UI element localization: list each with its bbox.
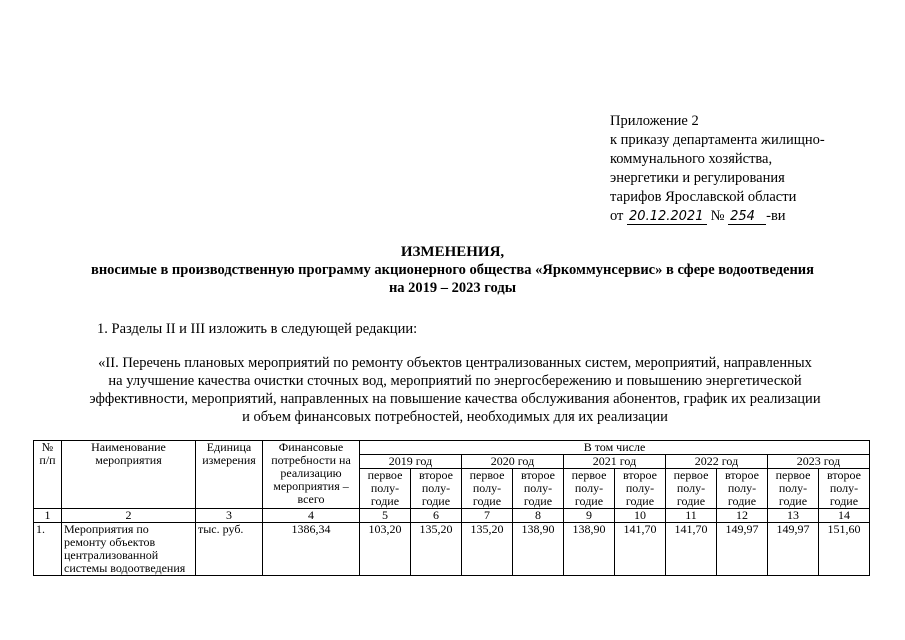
column-number: 9 [564,509,615,523]
header-first-half: первое полу-годие [768,469,819,509]
row-num: 1. [34,523,62,576]
row-value: 138,90 [513,523,564,576]
appendix-line: к приказу департамента жилищно- [610,132,825,148]
header-unit: Единица измерения [196,441,263,509]
header-finance: Финансовые потребности на реализацию мероприятия – всего [263,441,360,509]
row-value: 135,20 [462,523,513,576]
row-total: 1386,34 [263,523,360,576]
document-title [0,243,905,297]
row-value: 141,70 [666,523,717,576]
from-label: от [610,208,624,224]
column-number-row [34,509,870,523]
row-value: 103,20 [360,523,411,576]
column-number: 5 [360,509,411,523]
header-row-1 [34,441,870,455]
paragraph-1: 1. Разделы II и III изложить в следующей редакции: [97,321,418,337]
column-number: 12 [717,509,768,523]
header-year: 2021 год [564,455,666,469]
column-number: 7 [462,509,513,523]
column-number: 11 [666,509,717,523]
header-num: № п/п [34,441,62,509]
row-value: 149,97 [717,523,768,576]
header-second-half: второе полу-годие [411,469,462,509]
column-number: 4 [263,509,360,523]
header-second-half: второе полу-годие [819,469,870,509]
header-second-half: второе полу-годие [717,469,768,509]
header-name: Наименование мероприятия [62,441,196,509]
section-line: «II. Перечень плановых мероприятий по ремонту объектов централизованных систем, мероприятий, направленных [98,355,812,371]
row-name: Мероприятия по ремонту объектов централизованной системы водоотведения [62,523,196,576]
section-line: эффективности, мероприятий, направленных на повышение качества обслуживания абонентов, график их реализации [89,391,821,407]
column-number: 3 [196,509,263,523]
column-number: 13 [768,509,819,523]
header-first-half: первое полу-годие [360,469,411,509]
header-first-half: первое полу-годие [564,469,615,509]
row-value: 151,60 [819,523,870,576]
number-label: № [710,208,725,224]
row-value: 135,20 [411,523,462,576]
row-unit: тыс. руб. [196,523,263,576]
header-year: 2022 год [666,455,768,469]
appendix-line: тарифов Ярославской области [610,189,797,205]
appendix-line: коммунального хозяйства, [610,151,773,167]
header-year: 2020 год [462,455,564,469]
row-value: 141,70 [615,523,666,576]
header-first-half: первое полу-годие [462,469,513,509]
program-table [33,440,870,576]
section-heading [60,354,850,426]
appendix-date-line [610,207,860,226]
section-line: и объем финансовых потребностей, необходимых для их реализации [242,409,668,425]
title-line-2: вносимые в производственную программу акционерного общества «Яркоммунсервис» в сфере водоотведения [90,262,815,278]
handwritten-date: 20.12.2021 [627,210,707,225]
row-value: 149,97 [768,523,819,576]
section-line: на улучшение качества очистки сточных вод, мероприятий по энергосбережению и повышению энергетической [108,373,802,389]
column-number: 8 [513,509,564,523]
table-row [34,523,870,576]
header-including: В том числе [360,441,870,455]
header-second-half: второе полу-годие [513,469,564,509]
column-number: 6 [411,509,462,523]
header-year: 2019 год [360,455,462,469]
column-number: 14 [819,509,870,523]
column-number: 10 [615,509,666,523]
appendix-line: Приложение 2 [610,113,699,129]
title-line-3: на 2019 – 2023 годы [388,280,517,296]
handwritten-number: 254 [728,210,766,225]
header-year: 2023 год [768,455,870,469]
row-value: 138,90 [564,523,615,576]
appendix-line: энергетики и регулирования [610,170,785,186]
header-second-half: второе полу-годие [615,469,666,509]
column-number: 1 [34,509,62,523]
title-line-1: ИЗМЕНЕНИЯ, [400,244,505,260]
column-number: 2 [62,509,196,523]
header-first-half: первое полу-годие [666,469,717,509]
appendix-block [610,112,860,226]
number-suffix: -ви [766,208,786,224]
